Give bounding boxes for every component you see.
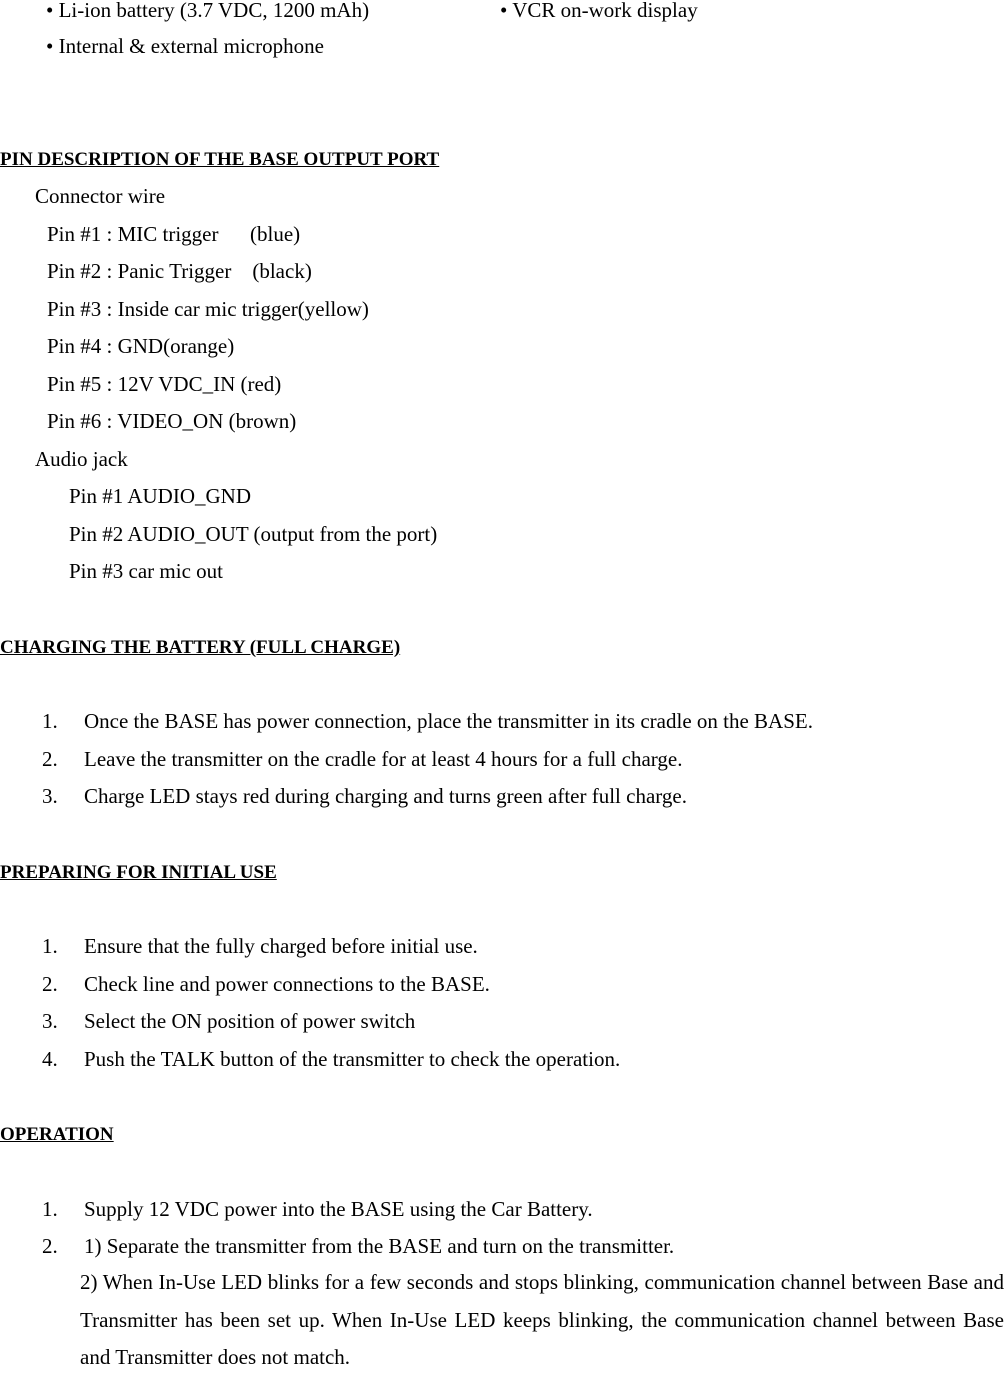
charging-step-2: Leave the transmitter on the cradle for at least 4 hours for a full charge.	[84, 747, 683, 771]
charging-num-2: 2.	[42, 747, 58, 771]
feature-microphone: • Internal & external microphone	[46, 34, 324, 58]
audio-jack-label: Audio jack	[35, 447, 128, 471]
operation-heading: OPERATION	[0, 1124, 114, 1145]
charging-step-1: Once the BASE has power connection, place the transmitter in its cradle on the BASE.	[84, 709, 813, 733]
operation-step-2-continuation: 2) When In-Use LED blinks for a few seconds and stops blinking, communication channel between Base and Transmitter has been set up. When In-Use LED keeps blinking, the communication channel between Base and Transmitter does not match.	[80, 1270, 1004, 1369]
connector-wire-label: Connector wire	[35, 184, 166, 208]
feature-vcr-display: • VCR on-work display	[500, 0, 698, 22]
preparing-num-1: 1.	[42, 934, 58, 958]
preparing-step-2: Check line and power connections to the BASE.	[84, 972, 490, 996]
connector-pin-3: Pin #3 : Inside car mic trigger(yellow)	[47, 297, 369, 321]
connector-pin-4: Pin #4 : GND(orange)	[47, 334, 235, 358]
pin-description-heading: PIN DESCRIPTION OF THE BASE OUTPUT PORT	[0, 149, 440, 170]
preparing-num-2: 2.	[42, 972, 58, 996]
operation-num-1: 1.	[42, 1197, 58, 1221]
charging-num-3: 3.	[42, 784, 58, 808]
charging-step-3: Charge LED stays red during charging and turns green after full charge.	[84, 784, 687, 808]
connector-pin-2: Pin #2 : Panic Trigger (black)	[47, 259, 312, 283]
connector-pin-5: Pin #5 : 12V VDC_IN (red)	[47, 372, 282, 396]
preparing-num-3: 3.	[42, 1009, 58, 1033]
audio-pin-3: Pin #3 car mic out	[69, 559, 223, 583]
connector-pin-6: Pin #6 : VIDEO_ON (brown)	[47, 409, 297, 433]
operation-step-1: Supply 12 VDC power into the BASE using the Car Battery.	[84, 1197, 593, 1221]
preparing-heading: PREPARING FOR INITIAL USE	[0, 862, 277, 883]
operation-num-2: 2.	[42, 1234, 58, 1258]
preparing-step-4: Push the TALK button of the transmitter to check the operation.	[84, 1047, 621, 1071]
preparing-num-4: 4.	[42, 1047, 58, 1071]
charging-num-1: 1.	[42, 709, 58, 733]
preparing-step-1: Ensure that the fully charged before initial use.	[84, 934, 478, 958]
operation-step-2: 1) Separate the transmitter from the BASE and turn on the transmitter.	[84, 1234, 675, 1258]
connector-pin-1: Pin #1 : MIC trigger (blue)	[47, 222, 301, 246]
audio-pin-2: Pin #2 AUDIO_OUT (output from the port)	[69, 522, 438, 546]
preparing-step-3: Select the ON position of power switch	[84, 1009, 416, 1033]
audio-pin-1: Pin #1 AUDIO_GND	[69, 484, 252, 508]
feature-li-ion-battery: • Li-ion battery (3.7 VDC, 1200 mAh)	[46, 0, 370, 22]
charging-heading: CHARGING THE BATTERY (FULL CHARGE)	[0, 637, 401, 658]
